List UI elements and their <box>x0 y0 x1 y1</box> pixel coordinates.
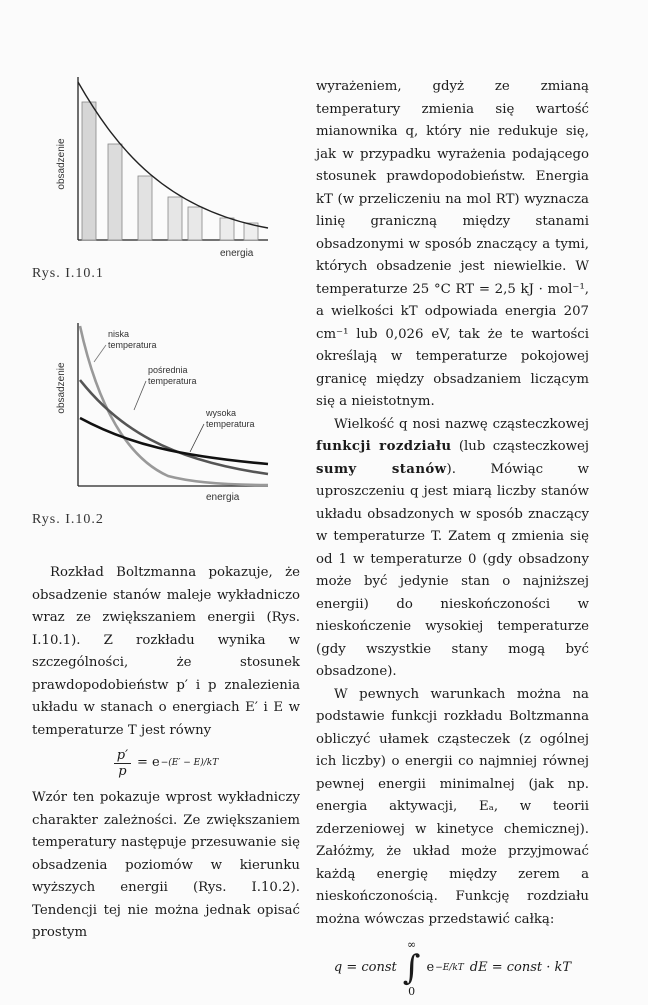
left-paragraph-1: Rozkład Boltzmanna pokazuje, że obsadzenie stanów maleje wykładniczo wraz ze zwiększaniem energii (Rys. I.10.1). Z rozkładu wynika w szczególności, że stosunek prawdopodobieństw p′ i p znalezienia układu w stanach o energiach E′ i E w temperaturze T jest równy <box>32 565 300 738</box>
equation-fraction <box>114 748 131 779</box>
left-paragraph-2: Wzór ten pokazuje wprost wykładniczy charakter zależności. Ze zwiększaniem temperatury następuje przesuwanie się obsadzenia poziomów w kierunku wyższych energii (Rys. I.10.2). Tendencji tej nie można jednak opisać prostym <box>32 790 300 940</box>
integral-symbol: ∫ <box>402 948 421 988</box>
figure-1-bar <box>168 197 182 240</box>
curve-pointer-mid <box>134 381 146 410</box>
equation-numerator: p′ <box>114 748 131 764</box>
curve-label-low-1: niska <box>108 329 130 339</box>
figure-1-caption: Rys. I.10.1 <box>32 266 104 281</box>
curve-label-low-2: temperatura <box>108 340 157 350</box>
right-paragraph-2-c: (lub cząsteczkowej <box>451 439 589 454</box>
figure-2-chart <box>58 318 273 508</box>
integral-body: e <box>426 959 435 975</box>
figure-1-ylabel: obsadzenie <box>56 138 67 190</box>
curve-label-high-2: temperatura <box>206 419 255 429</box>
right-paragraph-2 <box>316 414 589 684</box>
equation-denominator: p <box>118 764 127 779</box>
term-sum-of-states: sumy stanów <box>316 461 447 477</box>
curve-pointer-low <box>94 345 106 362</box>
right-column <box>316 76 589 1005</box>
figure-1-bar <box>220 218 234 240</box>
curve-pointer-high <box>190 424 204 452</box>
figure-2-caption: Rys. I.10.2 <box>32 512 104 527</box>
figure-1-bar <box>188 207 202 240</box>
figure-2-xlabel: energia <box>206 492 240 503</box>
right-paragraph-3: W pewnych warunkach można na podstawie funkcji rozkładu Boltzmanna obliczyć ułamek cząsteczek (z ogólnej ich liczby) o energii co najmniej równej pewnej energii minimalnej (jak np. energia aktywacji, Eₐ, w teorii zderzeniowej w kinetyce chemicznej). Załóżmy, że układ może przyjmować każdą energię między zerem a nieskończonością. Funkcję rozdziału można wówczas przedstawić całką: <box>316 686 589 927</box>
integral-exponent: −E/kT <box>435 962 464 973</box>
figure-1-xlabel: energia <box>220 248 254 259</box>
integral-rhs: dE = const · kT <box>469 959 572 975</box>
equation-ratio <box>32 748 300 779</box>
integral-upper: ∞ <box>407 938 417 951</box>
figure-1-chart <box>58 72 273 262</box>
integral-sign <box>403 939 421 997</box>
equation-exponent: −(E′ − E)/kT <box>160 758 219 769</box>
right-paragraph-2-d: ). Mówiąc w uproszczeniu q jest miarą liczby stanów układu obsadzonych w sposób znaczący w temperaturze T. Zatem q zmienia się od 1 w temperaturze 0 (gdy obsadzony może być jedynie stan o najniższej energii) do nieskończoności w nieskończenie wysokiej temperaturze (gdy wszystkie stany mogą być obsadzone). <box>316 461 589 679</box>
figure-2 <box>58 318 273 508</box>
integral-lower: 0 <box>408 985 416 998</box>
curve-label-mid-2: temperatura <box>148 376 197 386</box>
figure-1-bar <box>108 144 122 240</box>
figure-2-ylabel: obsadzenie <box>56 362 67 414</box>
curve-label-mid-1: pośrednia <box>148 365 188 375</box>
right-paragraph-2-a: Wielkość q nosi nazwę cząsteczkowej <box>334 416 589 432</box>
equation-integral <box>316 939 589 997</box>
curve-label-high-1: wysoka <box>206 408 237 418</box>
equation-rhs: = e <box>137 755 160 771</box>
figure-1-bar <box>82 102 96 240</box>
figure-1-bar <box>138 176 152 240</box>
left-column <box>32 562 300 945</box>
term-partition-function: funkcji rozdziału <box>316 439 452 454</box>
figure-1 <box>58 72 273 262</box>
integral-lhs: q = const <box>333 959 397 975</box>
right-paragraph-1: wyrażeniem, gdyż ze zmianą temperatury zmienia się wartość mianownika q, który nie redukuje się, jak w przypadku wyrażenia podającego stosunek prawdopodobieństw. Energia kT (w przeliczeniu na mol RT) wyznacza linię graniczną między stanami obsadzonymi w sposób znaczący a tymi, których obsadzenie jest niewielkie. W temperaturze 25 °C RT = 2,5 kJ · mol⁻¹, a wielkości kT odpowiada energia 207 cm⁻¹ lub 0,026 eV, tak że te wartości określają w temperaturze pokojowej granicę między obsadzaniem liczącym się a nieistotnym. <box>316 79 589 409</box>
